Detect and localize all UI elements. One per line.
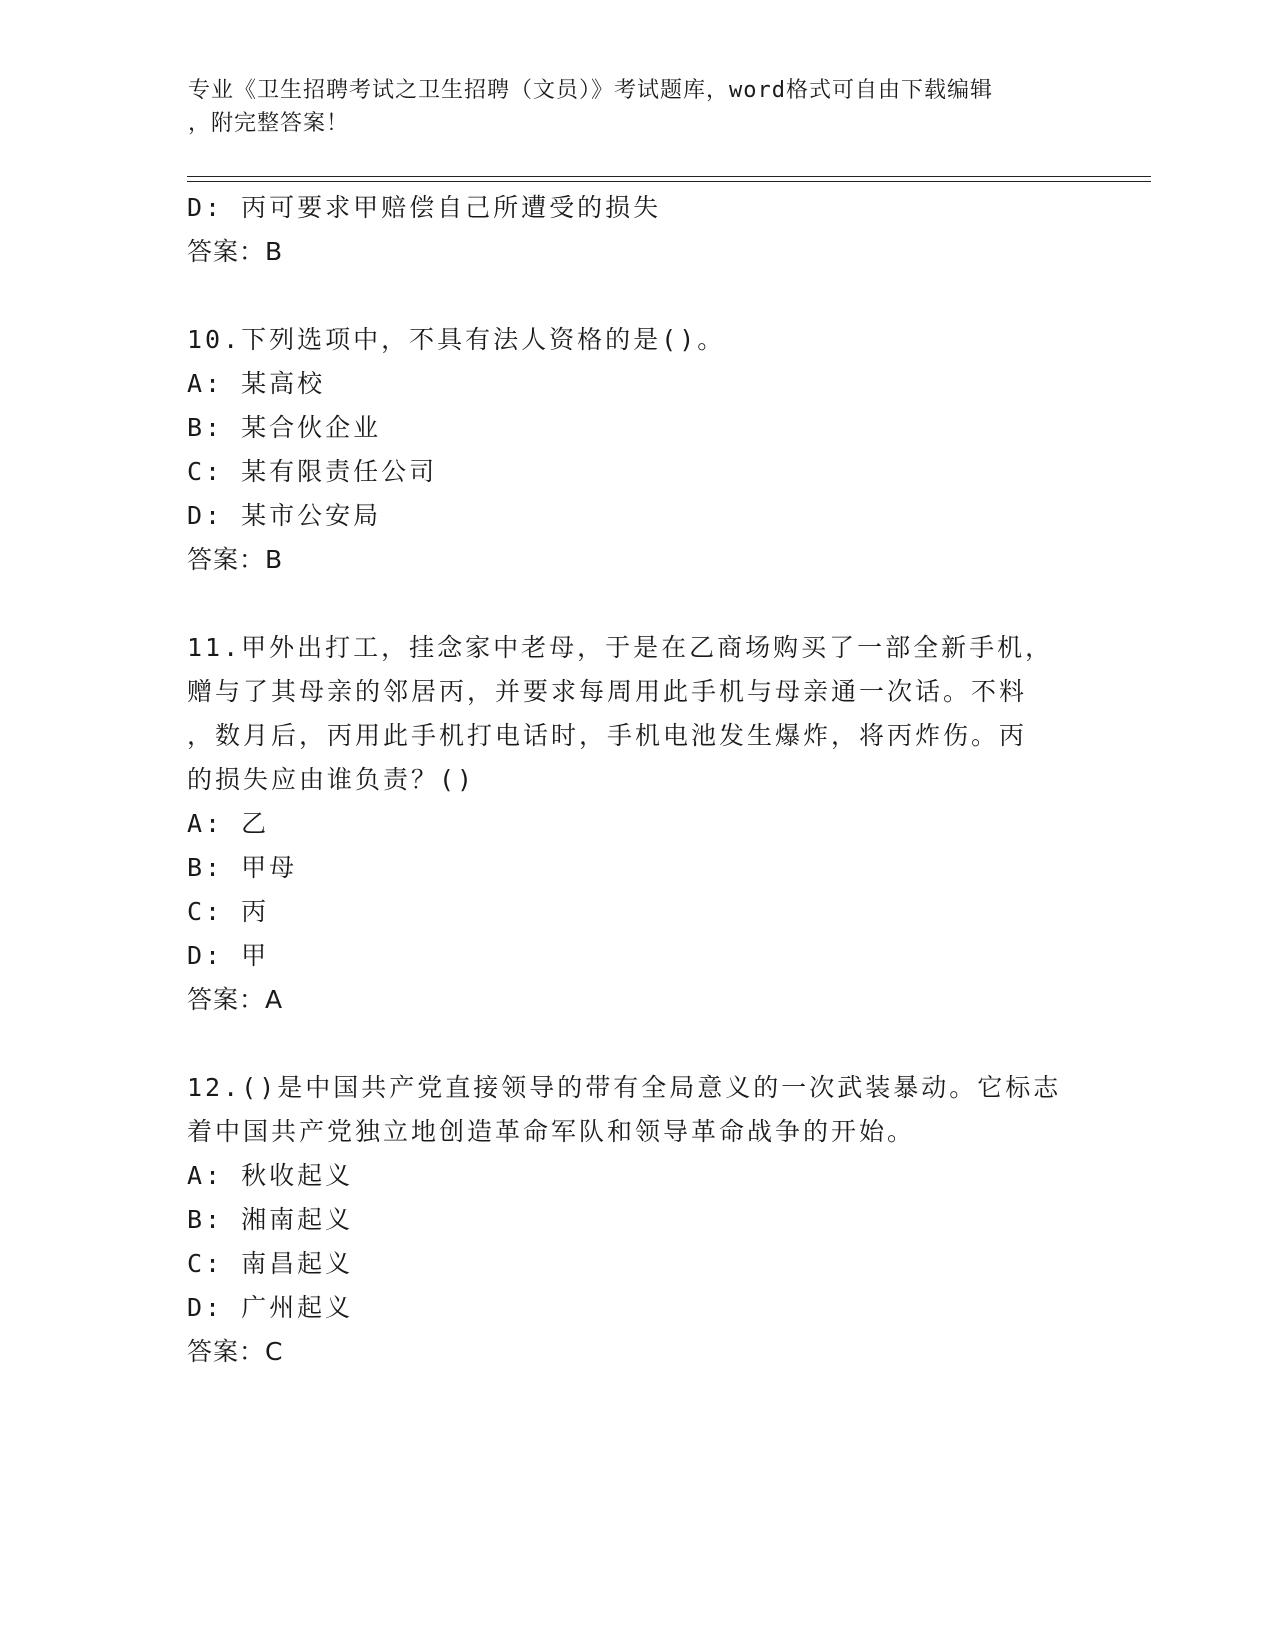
q11-stem-line-4: 的损失应由谁负责？() (187, 765, 476, 794)
q12-option-c: C: 南昌起义 (187, 1249, 354, 1278)
q12-option-b: B: 湘南起义 (187, 1205, 354, 1234)
q11-answer: 答案：A (187, 985, 284, 1014)
q12-stem-line-2: 着中国共产党独立地创造革命军队和领导革命战争的开始。 (187, 1117, 916, 1146)
q11-stem-line-2: 赠与了其母亲的邻居丙，并要求每周用此手机与母亲通一次话。不料 (187, 677, 1028, 706)
q11-stem-line-3: ，数月后，丙用此手机打电话时，手机电池发生爆炸，将丙炸伤。丙 (187, 721, 1028, 750)
q10-option-b: B: 某合伙企业 (187, 413, 382, 442)
q12-option-a: A: 秋收起义 (187, 1161, 354, 1190)
q11-stem-line-1: 11.甲外出打工，挂念家中老母，于是在乙商场购买了一部全新手机， (187, 633, 1054, 662)
q11-option-a: A: 乙 (187, 809, 270, 838)
document-header (188, 74, 1088, 140)
q10-answer: 答案：B (187, 545, 284, 574)
prev-option-d: D: 丙可要求甲赔偿自己所遭受的损失 (187, 193, 662, 222)
header-line-1: 专业《卫生招聘考试之卫生招聘（文员）》考试题库，word格式可自由下载编辑 (188, 78, 993, 103)
header-line-2: ，附完整答案！ (188, 111, 350, 136)
q11-option-c: C: 丙 (187, 897, 270, 926)
header-divider-top (187, 176, 1151, 177)
prev-answer: 答案：B (187, 237, 284, 266)
q12-option-d: D: 广州起义 (187, 1293, 354, 1322)
q10-stem: 10.下列选项中，不具有法人资格的是()。 (187, 325, 726, 354)
q10-option-c: C: 某有限责任公司 (187, 457, 438, 486)
q10-option-a: A: 某高校 (187, 369, 326, 398)
q12-stem-line-1: 12.()是中国共产党直接领导的带有全局意义的一次武装暴动。它标志 (187, 1073, 1062, 1102)
q10-option-d: D: 某市公安局 (187, 501, 382, 530)
q11-option-d: D: 甲 (187, 941, 270, 970)
q12-answer: 答案：C (187, 1337, 284, 1366)
header-divider-bottom (187, 181, 1151, 182)
q11-option-b: B: 甲母 (187, 853, 298, 882)
